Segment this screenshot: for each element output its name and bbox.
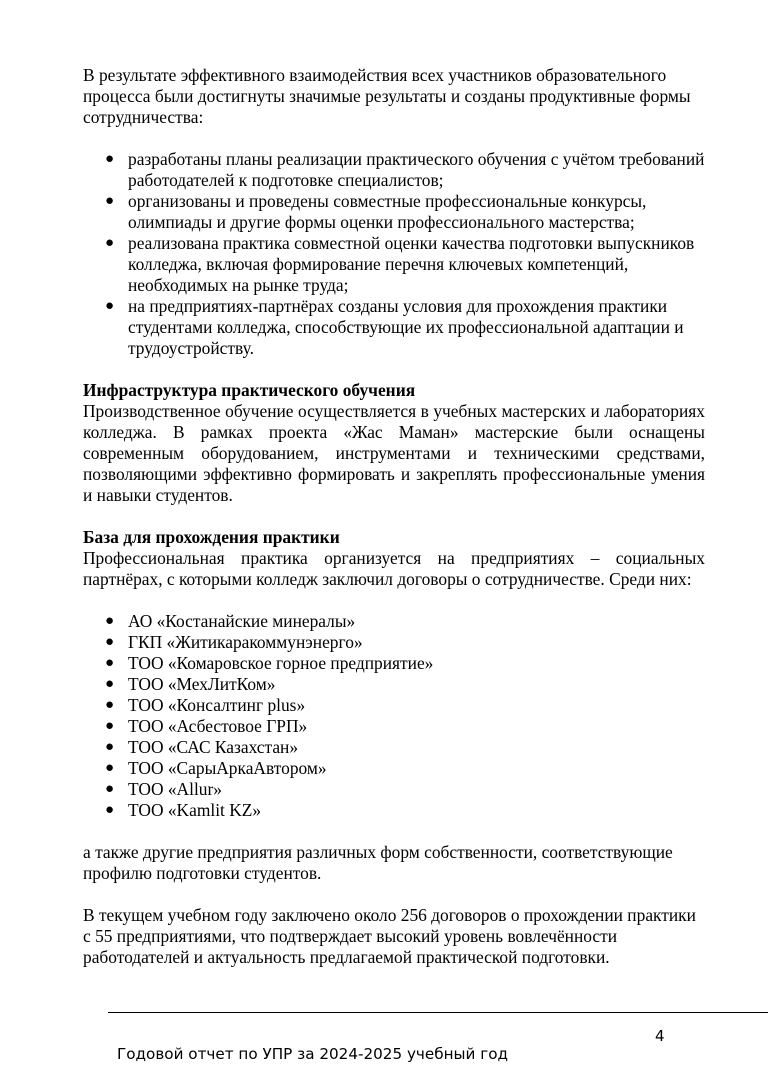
infra-heading: Инфраструктура практического обучения: [83, 380, 416, 400]
contracts-paragraph: В текущем учебном году заключено около 256 договоров о прохождении практики с 55 предприятиями, что подтверждает высокий уровень вовлечённости работодателей и актуальность предлагаемой практической подготовки.: [83, 905, 696, 967]
list-item: ● ТОО «МехЛитКом»: [105, 674, 276, 694]
bullet-dot-icon: ●: [105, 235, 115, 251]
list-item: ● ТОО «Комаровское горное предприятие»: [105, 653, 434, 673]
bullet-dot-icon: ●: [105, 193, 115, 209]
list-item: ● ТОО «САС Казахстан»: [105, 737, 299, 757]
list-item: ● ГКП «Житикаракоммунэнерго»: [105, 632, 363, 652]
bullet-dot-icon: ●: [105, 151, 115, 167]
base-heading: База для прохождения практики: [83, 527, 340, 547]
list-item: ● ТОО «Консалтинг plus»: [105, 695, 306, 715]
bullet-dot-icon: ●: [105, 613, 115, 629]
list-item: ● разработаны планы реализации практического обучения с учётом требований работодателей к подготовке специалистов;: [105, 149, 705, 190]
base-paragraph: Профессиональная практика организуется на предприятиях – социальных партнёрах, с которыми колледж заключил договоры о сотрудничестве. Среди них:: [83, 548, 705, 589]
footer-title: Годовой отчет по УПР за 2024-2025 учебный год: [117, 1045, 509, 1063]
bullet-dot-icon: ●: [105, 781, 115, 797]
bullet-dot-icon: ●: [105, 739, 115, 755]
list-item: ● организованы и проведены совместные профессиональные конкурсы, олимпиады и другие формы оценки профессионального мастерства;: [105, 191, 647, 232]
bullet-dot-icon: ●: [105, 676, 115, 692]
list-item: ● на предприятиях-партнёрах созданы условия для прохождения практики студентами колледжа, способствующие их профессиональной адаптации и трудоустройству.: [105, 296, 684, 358]
list-item: ● ТОО «Kamlit KZ»: [105, 800, 262, 820]
bullet-dot-icon: ●: [105, 298, 115, 314]
list-item: ● ТОО «Allur»: [105, 779, 222, 799]
bullet-dot-icon: ●: [105, 718, 115, 734]
list-item: ● АО «Костанайские минералы»: [105, 611, 356, 631]
bullet-dot-icon: ●: [105, 634, 115, 650]
infra-paragraph: Производственное обучение осуществляется в учебных мастерских и лабораториях колледжа. В рамках проекта «Жас Маман» мастерские были оснащены современным оборудованием, инструментами и техническими средствами, позволяющими эффективно формировать и закреплять профессиональные умения и навыки студентов.: [83, 401, 705, 505]
bullet-dot-icon: ●: [105, 697, 115, 713]
bullet-dot-icon: ●: [105, 760, 115, 776]
bullet-dot-icon: ●: [105, 802, 115, 818]
also-paragraph: а также другие предприятия различных форм собственности, соответствующие профилю подготовки студентов.: [83, 842, 673, 883]
results-list: [83, 149, 705, 359]
partners-list: [83, 611, 705, 821]
list-item: ● ТОО «СарыАркаАвтором»: [105, 758, 327, 778]
list-item: ● ТОО «Асбестовое ГРП»: [105, 716, 308, 736]
page-number: 4: [655, 1027, 665, 1045]
footer-divider: [108, 1012, 768, 1013]
bullet-dot-icon: ●: [105, 655, 115, 671]
list-item: ● реализована практика совместной оценки качества подготовки выпускников колледжа, включая формирование перечня ключевых компетенций, необходимых на рынке труда;: [105, 233, 695, 295]
intro-paragraph: В результате эффективного взаимодействия всех участников образовательного процесса были достигнуты значимые результаты и созданы продуктивные формы сотрудничества:: [83, 65, 691, 127]
document-body: [83, 65, 705, 989]
